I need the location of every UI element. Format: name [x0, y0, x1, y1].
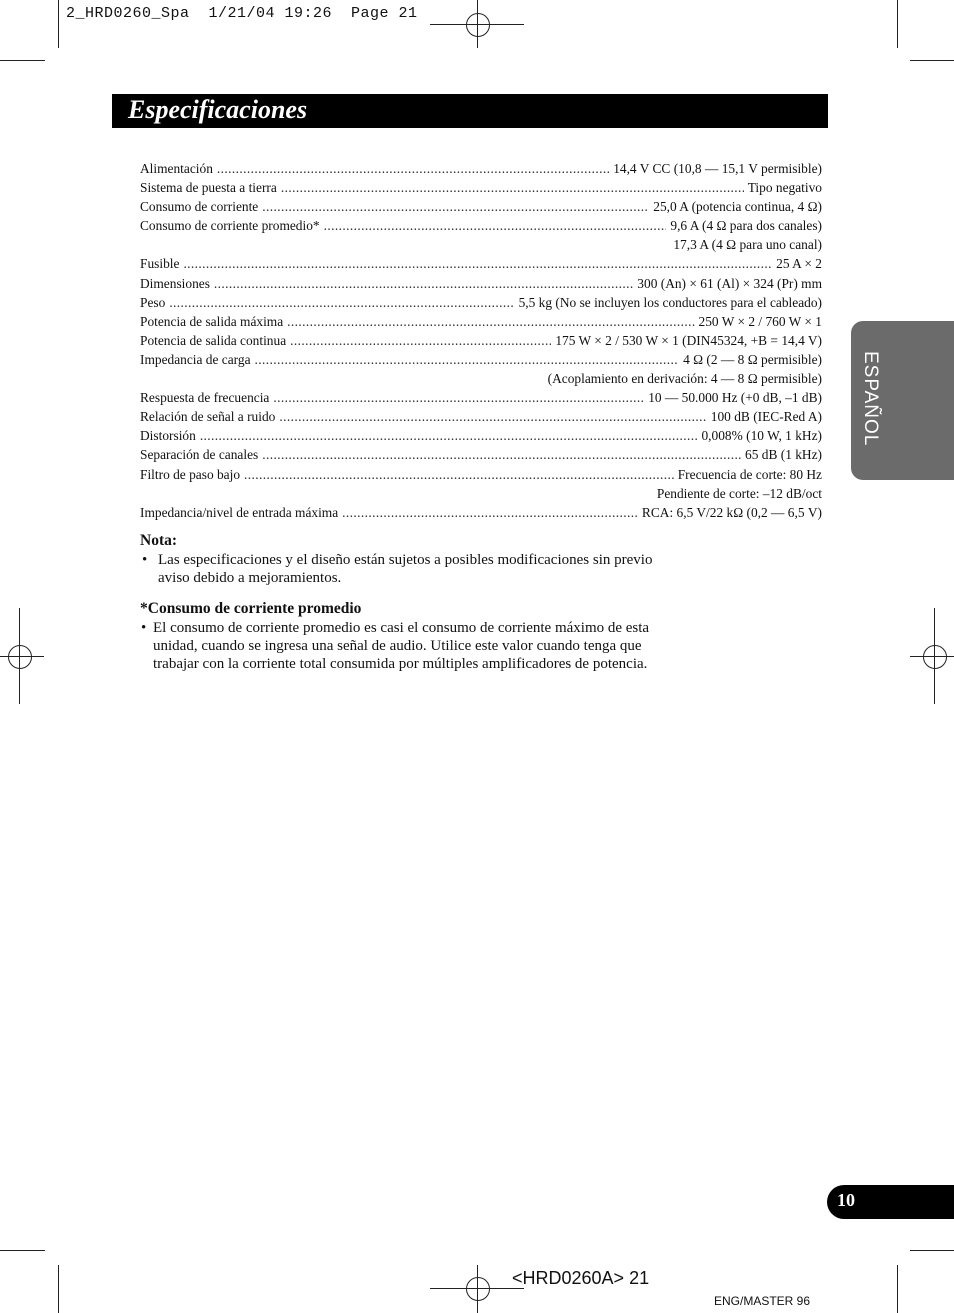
- dot-leader: [279, 407, 706, 426]
- footer-master: ENG/MASTER 96: [714, 1294, 811, 1308]
- spec-label: Alimentación: [140, 161, 213, 176]
- dot-leader: [273, 388, 644, 407]
- spec-row: [140, 197, 822, 216]
- note-heading: Nota:: [140, 532, 178, 549]
- spec-value: 0,008% (10 W, 1 kHz): [701, 428, 822, 444]
- dot-leader: [324, 216, 667, 235]
- spec-value: 5,5 kg (No se incluyen los conductores para el cableado): [518, 294, 822, 310]
- spec-label: Impedancia/nivel de entrada máxima: [140, 504, 339, 520]
- spec-row: [140, 503, 822, 522]
- spec-value: 9,6 A (4 Ω para dos canales): [670, 218, 822, 234]
- dot-leader: [262, 197, 649, 216]
- spec-label: Potencia de salida máxima: [140, 313, 284, 329]
- spec-value-continued: (Acoplamiento en derivación: 4 — 8 Ω permisible): [547, 371, 822, 387]
- spec-label: Dimensiones: [140, 275, 210, 291]
- dot-leader: [255, 350, 680, 369]
- language-tab-label: ESPAÑOL: [860, 351, 881, 447]
- section-title-bar: [112, 94, 828, 128]
- spec-value-continued: Pendiente de corte: –12 dB/oct: [656, 485, 822, 501]
- spec-row: [140, 159, 822, 178]
- dot-leader: [281, 178, 744, 197]
- dot-leader: [287, 312, 694, 331]
- spec-value: 65 dB (1 kHz): [745, 447, 822, 463]
- page-number-tab: [827, 1185, 954, 1219]
- average-current-line: El consumo de corriente promedio es casi el consumo de corriente máximo de esta: [153, 620, 650, 636]
- spec-label: Distorsión: [140, 428, 196, 444]
- spec-label: Separación de canales: [140, 447, 259, 463]
- spec-value: 175 W × 2 / 530 W × 1 (DIN45324, +B = 14,4 V): [555, 332, 822, 348]
- spec-row: [140, 331, 822, 350]
- spec-value: 4 Ω (2 — 8 Ω permisible): [683, 351, 822, 367]
- dot-leader: [217, 159, 609, 178]
- page-number: 10: [837, 1190, 855, 1210]
- spec-value: 100 dB (IEC-Red A): [710, 409, 822, 425]
- spec-label: Consumo de corriente promedio*: [140, 218, 320, 234]
- spec-value: 10 — 50.000 Hz (+0 dB, –1 dB): [648, 390, 822, 406]
- spec-value: RCA: 6,5 V/22 kΩ (0,2 — 6,5 V): [641, 504, 822, 520]
- spec-label: Filtro de paso bajo: [140, 466, 241, 482]
- spec-row: [140, 465, 822, 484]
- spec-label: Consumo de corriente: [140, 199, 259, 215]
- spec-row: [140, 216, 822, 235]
- spec-value: Frecuencia de corte: 80 Hz: [677, 466, 822, 482]
- dot-leader: [342, 503, 638, 522]
- spec-label: Peso: [140, 294, 166, 310]
- print-slug: 2_HRD0260_Spa 1/21/04 19:26 Page 21: [66, 5, 418, 22]
- spec-value: 14,4 V CC (10,8 — 15,1 V permisible): [613, 161, 822, 176]
- spec-value: Tipo negativo: [747, 180, 822, 196]
- dot-leader: [169, 293, 514, 312]
- spec-row: [140, 426, 822, 445]
- spec-row: [140, 312, 822, 331]
- average-current-heading: *Consumo de corriente promedio: [140, 600, 362, 617]
- dot-leader: [200, 426, 698, 445]
- spec-label: Relación de señal a ruido: [140, 409, 276, 425]
- spec-label: Respuesta de frecuencia: [140, 390, 270, 406]
- spec-label: Sistema de puesta a tierra: [140, 180, 277, 196]
- note-bullet: [142, 551, 702, 587]
- average-current-line: trabajar con la corriente total consumida por múltiples amplificadores de potencia.: [153, 656, 648, 672]
- spec-label: Impedancia de carga: [140, 351, 251, 367]
- specifications-list: [140, 159, 822, 522]
- spec-row: [140, 178, 822, 197]
- spec-row: [140, 445, 822, 464]
- spec-row: [140, 254, 822, 273]
- spec-row: [140, 388, 822, 407]
- spec-row: [140, 274, 822, 293]
- spec-row: [140, 407, 822, 426]
- spec-value: 250 W × 2 / 760 W × 1: [698, 313, 822, 329]
- dot-leader: [244, 465, 674, 484]
- spec-value: 25,0 A (potencia continua, 4 Ω): [653, 199, 822, 215]
- page-title: Especificaciones: [128, 95, 308, 124]
- spec-label: Fusible: [140, 256, 180, 272]
- note-line: Las especificaciones y el diseño están sujetos a posibles modificaciones sin previo: [158, 552, 653, 568]
- dot-leader: [214, 274, 633, 293]
- spec-value: 300 (An) × 61 (Al) × 324 (Pr) mm: [637, 275, 822, 291]
- spec-label: Potencia de salida continua: [140, 332, 287, 348]
- spec-value: 25 A × 2: [776, 256, 822, 272]
- dot-leader: [290, 331, 551, 350]
- bullet-mark: •: [141, 620, 147, 636]
- dot-leader: [262, 445, 741, 464]
- footer-code: <HRD0260A> 21: [512, 1268, 650, 1288]
- dot-leader: [183, 254, 772, 273]
- language-tab: [851, 321, 954, 480]
- spec-value-continued: 17,3 A (4 Ω para uno canal): [673, 237, 822, 253]
- spec-row: [140, 293, 822, 312]
- bullet-mark: •: [142, 552, 148, 568]
- average-current-line: unidad, cuando se ingresa una señal de audio. Utilice este valor cuando tenga que: [153, 638, 642, 654]
- spec-row: [140, 350, 822, 369]
- note-line: aviso debido a mejoramientos.: [158, 570, 342, 586]
- average-current-bullet: [141, 619, 701, 673]
